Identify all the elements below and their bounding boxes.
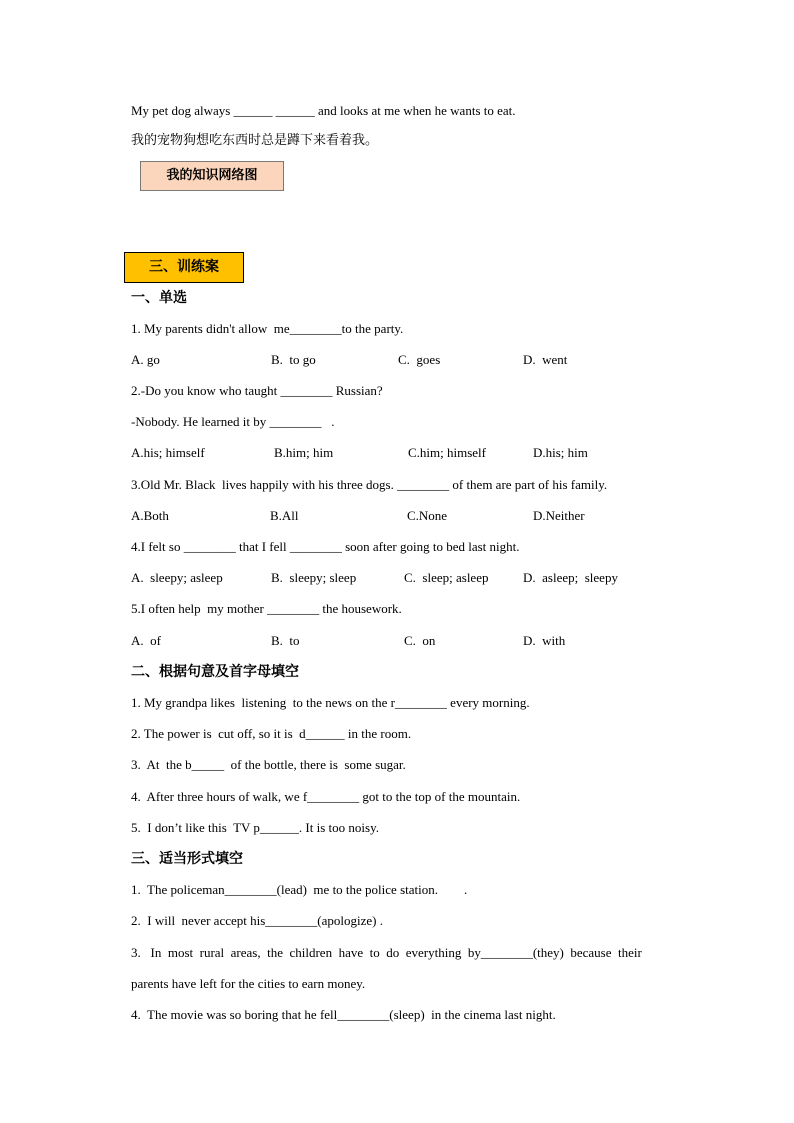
q2-option-d: D.his; him [533, 445, 588, 460]
form-item-3: 3. In most rural areas, the children have to do everything by________(they) because their [131, 945, 642, 960]
form-item-3-continued: parents have left for the cities to earn money. [131, 976, 366, 991]
q4-option-a: A. sleepy; asleep [131, 570, 223, 585]
section3-heading: 三、适当形式填空 [131, 851, 243, 867]
intro-translation: 我的宠物狗想吃东西时总是蹲下来看着我。 [131, 133, 379, 148]
q3-option-b: B.All [270, 508, 299, 523]
question-1: 1. My parents didn't allow me________to the party. [131, 321, 404, 336]
fill-item-3: 3. At the b_____ of the bottle, there is some sugar. [131, 757, 406, 772]
q2-option-c: C.him; himself [408, 445, 486, 460]
fill-item-2: 2. The power is cut off, so it is d______ in the room. [131, 726, 412, 741]
q1-option-d: D. went [523, 352, 568, 367]
q1-option-b: B. to go [271, 352, 316, 367]
q3-option-a: A.Both [131, 508, 169, 523]
q5-option-a: A. of [131, 633, 161, 648]
question-3: 3.Old Mr. Black lives happily with his three dogs. ________ of them are part of his family. [131, 477, 608, 492]
section2-heading: 二、根据句意及首字母填空 [131, 664, 299, 680]
intro-sentence: My pet dog always ______ ______ and looks at me when he wants to eat. [131, 103, 516, 118]
fill-item-1: 1. My grandpa likes listening to the news on the r________ every morning. [131, 695, 530, 710]
q5-option-d: D. with [523, 633, 566, 648]
q1-option-a: A. go [131, 352, 160, 367]
q3-option-c: C.None [407, 508, 448, 523]
question-4: 4.I felt so ________ that I fell ________ soon after going to bed last night. [131, 539, 520, 554]
q5-option-b: B. to [271, 633, 300, 648]
q4-option-b: B. sleepy; sleep [271, 570, 357, 585]
question-2-reply: -Nobody. He learned it by ________ . [131, 414, 335, 429]
q2-option-b: B.him; him [274, 445, 334, 460]
q3-option-d: D.Neither [533, 508, 585, 523]
q2-option-a: A.his; himself [131, 445, 205, 460]
question-5: 5.I often help my mother ________ the housework. [131, 601, 402, 616]
q5-option-c: C. on [404, 633, 436, 648]
knowledge-map-label: 我的知识网络图 [140, 161, 284, 191]
form-item-1: 1. The policeman________(lead) me to the police station. . [131, 882, 468, 897]
q4-option-d: D. asleep; sleepy [523, 570, 618, 585]
form-item-2: 2. I will never accept his________(apologize) . [131, 913, 383, 928]
question-2: 2.-Do you know who taught ________ Russian? [131, 383, 383, 398]
q1-option-c: C. goes [398, 352, 441, 367]
form-item-4: 4. The movie was so boring that he fell________(sleep) in the cinema last night. [131, 1007, 556, 1022]
fill-item-4: 4. After three hours of walk, we f________ got to the top of the mountain. [131, 789, 521, 804]
fill-item-5: 5. I don’t like this TV p______. It is too noisy. [131, 820, 379, 835]
training-section-title: 三、训练案 [124, 252, 244, 283]
q4-option-c: C. sleep; asleep [404, 570, 489, 585]
section1-heading: 一、单选 [131, 290, 187, 306]
